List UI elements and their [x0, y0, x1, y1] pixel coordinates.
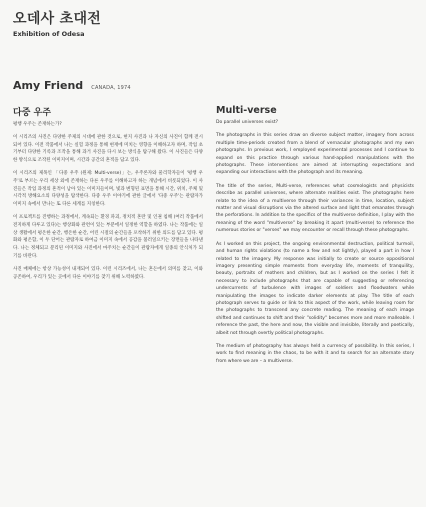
korean-column	[13, 105, 203, 286]
english-column	[216, 105, 414, 371]
english-paragraph: The title of the series, Multi-verse, references what cosmologists and physicists describe as parallel universes, where alternate realities exist. The photographs here relate to the idea of a multiverse through their variances in time, location, subject matter and visual disruptions via the altered surface and light that emanates through the perforations. In addition to the specifics of the multiverse definition, I play with the meaning of the word "multiverse" by breaking it apart (multi-verse) to reference the numerous stories or "verses" we may encounter or recall through these photographs.	[216, 183, 414, 234]
english-paragraph: As I worked on this project, the ongoing environmental destruction, political turmoil, and human rights violations (to name a few and not lightly), played a part in how I related to the imagery. My response was initially to create or source oppositional imagery presenting simple moments from everyday life, moments of tranquility, beauty, portraits of mothers and children, but as I worked on the series I felt it necessary to include photographs that are capable of suggesting or referencing undercurrents of turbulence with images of soldiers and floodwaters while manipulating the images to indicate darker elements at play. The title of each photograph serves to guide or link to this aspect of the work, while leaving room for the photographs to transcend any concrete reading. The meaning of each image shifted and continues to shift and their "solidity" becomes more and more malleable. I reference the past, the here and now, the visible and invisible, literally and poetically, albeit not through overtly political photographs.	[216, 241, 414, 336]
korean-section-title: 다중 우주	[13, 108, 51, 118]
artist-heading	[13, 74, 131, 93]
korean-paragraph: 평행 우주는 존재하는가?	[13, 122, 62, 127]
exhibition-header	[13, 8, 101, 38]
artist-meta: CANADA, 1974	[91, 85, 131, 91]
korean-paragraph: 이 시리즈의 제목인 「다중 우주 (원제: Multi-verse)」는, 우주론자와 물리학자들이 '평행 우주'로 부르는 우리 세상 외에 존재하는 다른 우주를 이해하고자 하는 개념에서 비롯되었다. 이 사진들은 작업 과정의 흔적이 남아 있는 이미지들이며, 빛과 변형된 표면을 통해 시간, 위치, 주체 및 시각적 방해요소의 다양성을 탐색한다. 다중 우주 이야기에 관한 글에서 '다중 우주'는 관람자가 이미지 속에서 만나는 또 다른 세계를 지칭한다.	[13, 170, 203, 208]
english-paragraph: The medium of photography has always held a currency of possibility. In this series, I work to find meaning in the chaos, to be with it and to search for an alternate story from where we are – a multiverse.	[216, 343, 414, 364]
exhibition-title-korean: 오데사 초대전	[13, 11, 102, 27]
english-section-title: Multi-verse	[216, 105, 277, 116]
exhibition-title-english: Exhibition of Odesa	[13, 30, 85, 38]
korean-paragraph: 사진 매체에는 항상 가능성이 내재되어 있다. 이런 시리즈에서, 나는 혼돈에서 의미를 찾고, 이와 공존하여, 우리가 있는 곳에서 다른 이야기를 찾기 위해 노력하였다.	[13, 266, 203, 280]
korean-paragraph: 이 시리즈의 사진은 다양한 주제의 시대에 관한 것으로, 현지 사진과 나 자신의 사진이 함께 전시되어 있다. 이전 작품에서 나는 실험 과정을 통해 현재에 미치는 영향을 이해하고자 하며, 작업 초기부터 다양한 기록과 조작을 통해 과거 사진을 다시 보는 방식을 탐구해 왔다. 이 사진들은 다양한 방식으로 조작된 이미지이며, 시간과 공간의 흔적을 담고 있다.	[13, 134, 203, 164]
english-paragraph: The photographs in this series draw on diverse subject matter, imagery from across multiple time-periods created from a blend of vernacular photographs and my own photographs. In previous work, I employed experimental processes and I continue to expand on this practice through various hand-applied manipulations with the photographs. These interventions are aimed at interrupting expectations and expanding our interactions with the photograph and its meaning.	[216, 133, 414, 176]
artist-name: Amy Friend	[13, 79, 84, 92]
english-paragraph: Do parallel universes exist?	[216, 120, 279, 125]
korean-paragraph: 이 프로젝트를 진행하는 과정에서, 계속되는 환경 파괴, 정치적 혼란 및 인권 침해 (여러 작품에서 전지하게 다루고 있다)는 행상화와 관련이 있는 부분에서 일정한 역할을 하였다. 나는 작품에는 일상 생활에서 평온한 순간, 행온한 순간, 어린 시절의 순간들을 포착하기 위한 의도를 담고 있다. 평화와 평온함, 이 두 단어는 관람자로 하여금 이미지 속에서 공감을 불러일으키는 장면들을 나타낸다. 나는 정체되고 분리된 이미지와 사진에서 마주치는 순간들이 관람자에게 일종의 안식처가 되기를 바란다.	[13, 214, 203, 259]
